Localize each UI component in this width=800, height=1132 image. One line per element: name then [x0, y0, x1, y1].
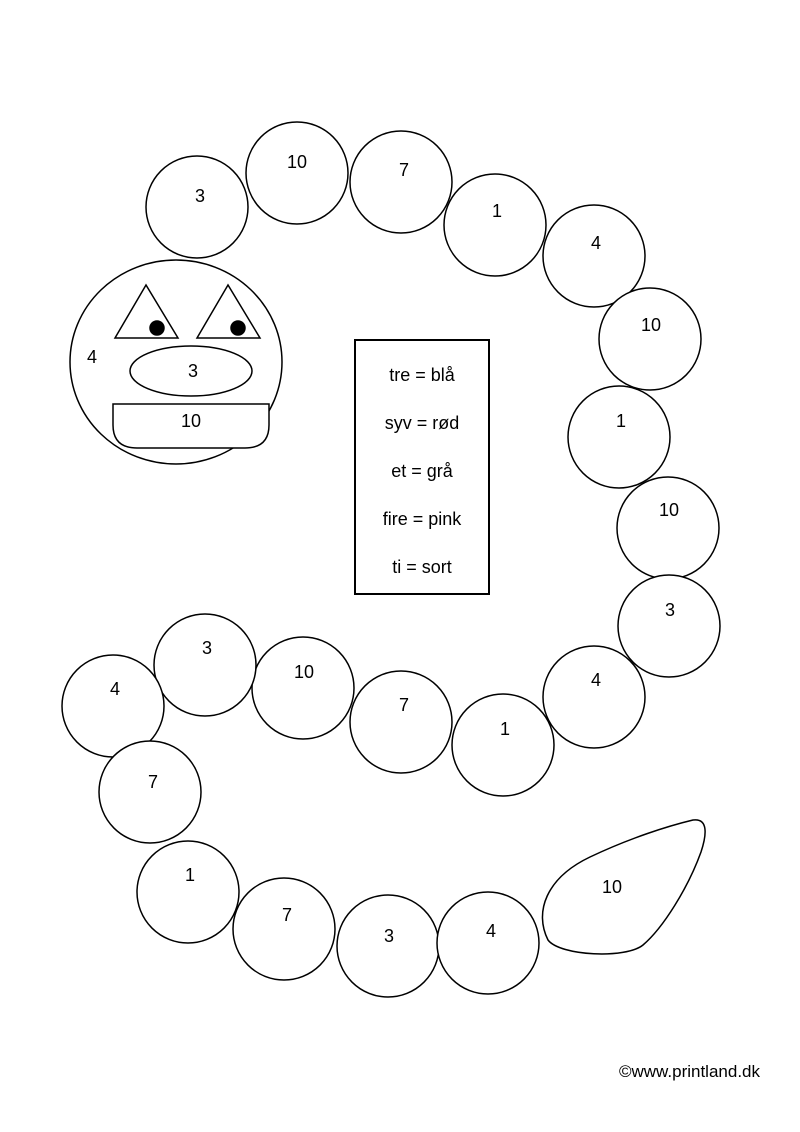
segment-number: 10	[293, 661, 315, 682]
body-segment	[146, 156, 248, 258]
segment-number: 7	[398, 159, 410, 180]
body-segment	[337, 895, 439, 997]
color-key-entry-ti: ti = sort	[392, 557, 452, 577]
head-number: 4	[86, 346, 98, 367]
left-pupil	[150, 321, 164, 335]
body-segment	[233, 878, 335, 980]
color-key-box	[354, 339, 490, 595]
body-segment	[437, 892, 539, 994]
segment-number: 7	[147, 771, 159, 792]
color-key-entry-syv: syv = rød	[384, 413, 460, 433]
color-key-entry-et: et = grå	[391, 461, 453, 481]
segment-number: 7	[398, 694, 410, 715]
body-segment	[617, 477, 719, 579]
color-key-entry-tre: tre = blå	[389, 365, 455, 385]
body-segment	[618, 575, 720, 677]
segment-number: 10	[640, 314, 662, 335]
color-key-entry-fire: fire = pink	[382, 509, 462, 529]
body-segment	[350, 671, 452, 773]
segment-number: 1	[491, 200, 503, 221]
caterpillar-head	[70, 260, 282, 464]
caterpillar-tail	[542, 820, 705, 954]
segment-number: 1	[615, 410, 627, 431]
segment-number: 1	[184, 864, 196, 885]
body-segment	[252, 637, 354, 739]
segment-number: 3	[383, 925, 395, 946]
segment-number: 4	[485, 920, 497, 941]
body-segment	[137, 841, 239, 943]
segment-number: 3	[664, 599, 676, 620]
nose-number: 3	[187, 360, 199, 381]
segment-number: 10	[286, 151, 308, 172]
body-segment	[99, 741, 201, 843]
body-segment	[246, 122, 348, 224]
copyright-text: ©www.printland.dk	[618, 1062, 760, 1081]
segment-number: 1	[499, 718, 511, 739]
body-segment	[154, 614, 256, 716]
segment-number: 10	[658, 499, 680, 520]
segment-number: 4	[109, 678, 121, 699]
segment-number: 4	[590, 232, 602, 253]
segment-number: 3	[201, 637, 213, 658]
mouth-number: 10	[180, 410, 202, 431]
tail-number: 10	[601, 876, 623, 897]
body-segment	[599, 288, 701, 390]
body-segment	[444, 174, 546, 276]
right-pupil	[231, 321, 245, 335]
segment-number: 7	[281, 904, 293, 925]
segment-number: 4	[590, 669, 602, 690]
segment-number: 3	[194, 185, 206, 206]
body-segment	[568, 386, 670, 488]
body-segment	[452, 694, 554, 796]
body-segment	[350, 131, 452, 233]
body-segment	[543, 646, 645, 748]
